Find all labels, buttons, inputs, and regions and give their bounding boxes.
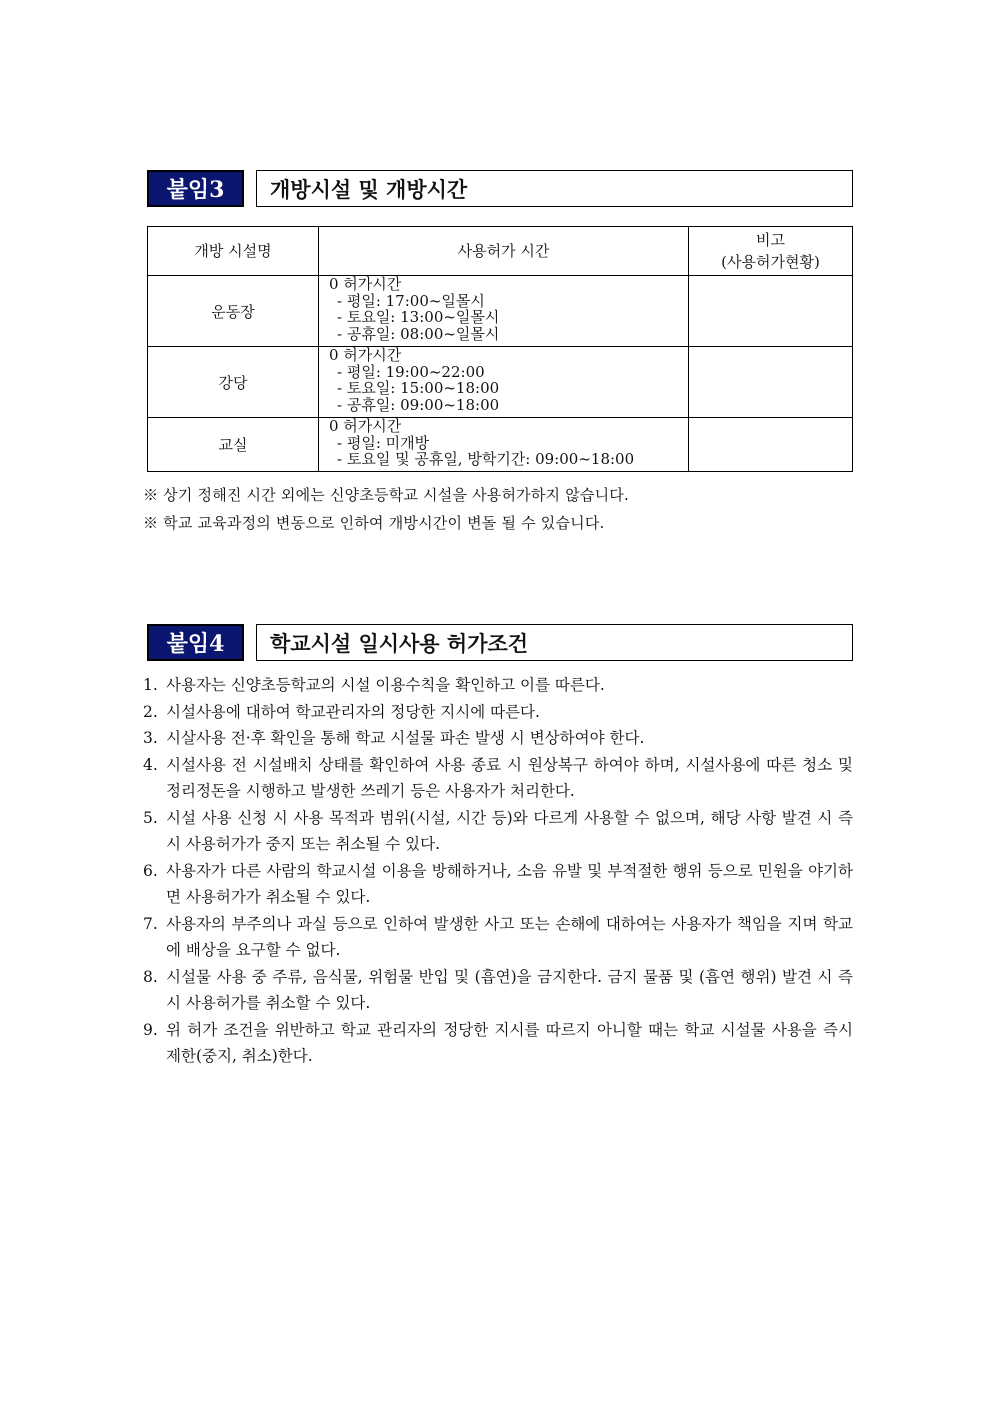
note-1: ※ 상기 정해진 시간 외에는 신양초등학교 시설을 사용허가하지 않습니다. bbox=[143, 486, 629, 504]
hours-line: 0 허가시간 bbox=[329, 346, 402, 364]
list-item bbox=[143, 858, 853, 911]
list-item bbox=[143, 805, 853, 858]
note-2: ※ 학교 교육과정의 변동으로 인하여 개방시간이 변돌 될 수 있습니다. bbox=[143, 514, 605, 532]
header-remarks-line1: 비고 bbox=[756, 231, 785, 249]
hours-line: - 토요일 및 공휴일, 방학기간: 09:00~18:00 bbox=[337, 450, 635, 468]
section4-badge: 붙임4 bbox=[147, 624, 244, 661]
hours-line: - 토요일: 13:00~일몰시 bbox=[337, 308, 500, 326]
item-number: 1. bbox=[143, 676, 158, 694]
hours-line: - 평일: 19:00~22:00 bbox=[337, 362, 485, 381]
section3-badge: 붙임3 bbox=[147, 170, 244, 207]
item-text: 사용자의 부주의나 과실 등으로 인하여 발생한 사고 또는 손해에 대하여는 사용자가 책임을 지며 학교에 배상을 요구할 수 없다. bbox=[166, 914, 853, 959]
opening-hours-table bbox=[147, 226, 853, 472]
list-item bbox=[143, 699, 853, 726]
item-text: 시살사용 전·후 확인을 통해 학교 시설물 파손 발생 시 변상하여야 한다. bbox=[166, 729, 645, 747]
item-text: 사용자는 신양초등학교의 시설 이용수칙을 확인하고 이를 따른다. bbox=[166, 676, 605, 694]
item-number: 8. bbox=[143, 967, 158, 986]
hours-line: - 공휴일: 08:00~일몰시 bbox=[337, 324, 500, 343]
hours-line: 0 허가시간 bbox=[329, 417, 402, 435]
item-text: 시설사용에 대하여 학교관리자의 정당한 지시에 따른다. bbox=[166, 702, 540, 721]
header-remarks bbox=[689, 227, 853, 276]
item-number: 5. bbox=[143, 808, 158, 827]
section4-title: 학교시설 일시사용 허가조건 bbox=[256, 624, 853, 661]
remarks-cell bbox=[689, 276, 853, 347]
item-number: 2. bbox=[143, 702, 158, 721]
table-row bbox=[148, 347, 853, 418]
list-item bbox=[143, 964, 853, 1017]
item-number: 9. bbox=[143, 1020, 158, 1039]
item-text: 시설 사용 신청 시 사용 목적과 범위(시설, 시간 등)와 다르게 사용할 수 없으며, 해당 사항 발견 시 즉시 사용허가가 중지 또는 취소될 수 있다. bbox=[166, 808, 853, 853]
list-item bbox=[143, 1017, 853, 1070]
section3-title: 개방시설 및 개방시간 bbox=[256, 170, 853, 207]
hours-line: - 평일: 미개방 bbox=[337, 433, 430, 452]
facility-name: 교실 bbox=[148, 418, 319, 472]
hours-line: - 공휴일: 09:00~18:00 bbox=[337, 395, 500, 414]
table-row bbox=[148, 418, 853, 472]
header-facility: 개방 시설명 bbox=[148, 227, 319, 276]
facility-name: 강당 bbox=[148, 347, 319, 418]
hours-line: - 토요일: 15:00~18:00 bbox=[337, 379, 500, 397]
item-text: 위 허가 조건을 위반하고 학교 관리자의 정당한 지시를 따르지 아니할 때는 학교 시설물 사용을 즉시 제한(중지, 취소)한다. bbox=[166, 1020, 853, 1065]
table-row bbox=[148, 276, 853, 347]
header-remarks-line2: (사용허가현황) bbox=[721, 253, 820, 271]
item-number: 4. bbox=[143, 755, 158, 774]
permit-hours bbox=[319, 276, 689, 347]
list-item bbox=[143, 911, 853, 964]
remarks-cell bbox=[689, 347, 853, 418]
item-text: 시설물 사용 중 주류, 음식물, 위험물 반입 및 (흡연)을 금지한다. 금지 물품 및 (흡연 행위) 발견 시 즉시 사용허가를 취소할 수 있다. bbox=[166, 967, 853, 1012]
section3-header bbox=[147, 170, 853, 207]
hours-line: 0 허가시간 bbox=[329, 275, 402, 293]
remarks-cell bbox=[689, 418, 853, 472]
list-item bbox=[143, 672, 853, 699]
item-number: 6. bbox=[143, 861, 158, 880]
header-hours: 사용허가 시간 bbox=[319, 227, 689, 276]
item-number: 7. bbox=[143, 914, 158, 933]
item-text: 시설사용 전 시설배치 상태를 확인하여 사용 종료 시 원상복구 하여야 하며, 시설사용에 따른 청소 및 정리정돈을 시행하고 발생한 쓰레기 등은 사용자가 처리한다. bbox=[166, 755, 853, 800]
table-header-row bbox=[148, 227, 853, 276]
permit-hours bbox=[319, 347, 689, 418]
permit-hours bbox=[319, 418, 689, 472]
item-number: 3. bbox=[143, 729, 158, 747]
conditions-list bbox=[143, 672, 853, 1070]
facility-name: 운동장 bbox=[148, 276, 319, 347]
section4-header bbox=[147, 624, 853, 661]
list-item bbox=[143, 752, 853, 805]
list-item bbox=[143, 725, 853, 752]
hours-line: - 평일: 17:00~일몰시 bbox=[337, 291, 485, 310]
item-text: 사용자가 다른 사람의 학교시설 이용을 방해하거나, 소음 유발 및 부적절한 행위 등으로 민원을 야기하면 사용허가가 취소될 수 있다. bbox=[166, 861, 853, 906]
